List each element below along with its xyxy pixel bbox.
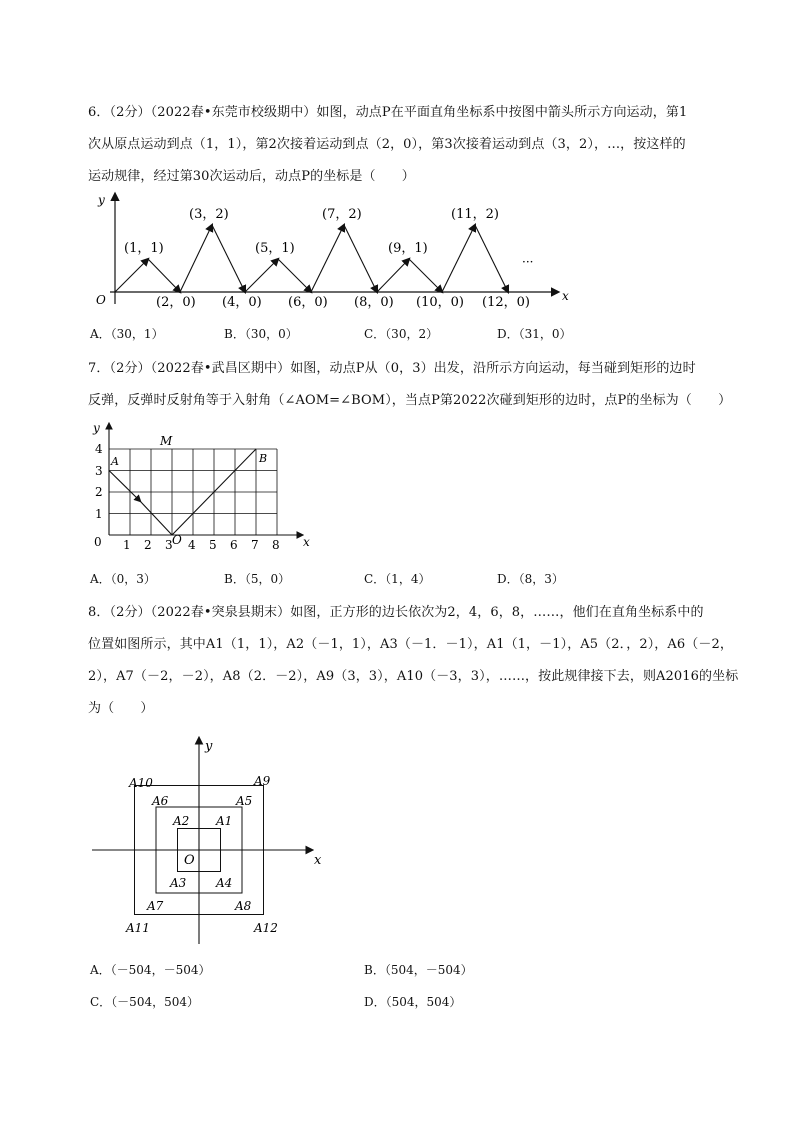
q6-label-11-2: (11，2) <box>451 207 499 222</box>
q7-option-d[interactable]: D．（8，3） <box>497 572 564 586</box>
q6-label-6-0: (6，0) <box>288 295 328 310</box>
q6-label-4-0: (4，0) <box>222 295 262 310</box>
q8-text-line-4: 为（ ） <box>88 701 154 716</box>
q6-option-d[interactable]: D．（31，0） <box>497 327 572 341</box>
q8-origin-label: O <box>184 853 195 868</box>
q8-label-a2: A2 <box>173 814 190 828</box>
q7-xtick-2: 2 <box>144 538 152 552</box>
q8-option-a[interactable]: A．（－504，－504） <box>90 963 211 977</box>
q7-ytick-2: 2 <box>95 485 103 499</box>
q8-label-a8: A8 <box>235 899 252 913</box>
q7-xtick-3: 3 <box>165 538 173 552</box>
q6-x-label: x <box>562 289 569 303</box>
q7-x-label: x <box>303 535 310 549</box>
q7-xtick-6: 6 <box>230 538 238 552</box>
q8-text-line-2: 位置如图所示，其中A1（1，1），A2（－1，1），A3（－1．－1），A1（1，－1），A5（2．，2），A6（－2， <box>88 637 733 652</box>
q8-y-label: y <box>205 739 213 754</box>
q6-option-b[interactable]: B．（30，0） <box>224 327 298 341</box>
q6-label-5-1: (5，1) <box>255 241 295 256</box>
q6-origin-label: O <box>96 293 106 307</box>
q8-option-b[interactable]: B．（504，－504） <box>364 963 473 977</box>
q7-text-line-2: 反弹，反弹时反射角等于入射角（∠AOM=∠BOM），当点P第2022次碰到矩形的边时，点P的坐标为（ ） <box>88 393 732 408</box>
q7-xtick-4: 4 <box>188 538 196 552</box>
q6-label-12-0: (12，0) <box>482 295 530 310</box>
q6-ellipsis: ··· <box>522 255 534 269</box>
q6-label-9-1: (9，1) <box>388 241 428 256</box>
q8-option-c[interactable]: C．（－504，504） <box>90 995 199 1009</box>
q8-option-d[interactable]: D．（504，504） <box>364 995 462 1009</box>
q6-zigzag-figure <box>88 190 578 312</box>
q6-text-line-3: 运动规律，经过第30次运动后，动点P的坐标是（ ） <box>88 169 415 184</box>
q7-xtick-8: 8 <box>272 538 280 552</box>
q6-label-3-2: (3，2) <box>189 207 229 222</box>
q7-ytick-1: 1 <box>95 507 103 521</box>
q7-option-a[interactable]: A．（0，3） <box>90 572 156 586</box>
q7-xtick-7: 7 <box>251 538 259 552</box>
q6-y-label: y <box>98 193 105 207</box>
q7-xtick-1: 1 <box>123 538 131 552</box>
q6-option-c[interactable]: C．（30，2） <box>364 327 439 341</box>
q7-option-b[interactable]: B．（5，0） <box>224 572 291 586</box>
q7-label-b: B <box>259 452 268 465</box>
q6-label-2-0: (2，0) <box>156 295 196 310</box>
q8-label-a5: A5 <box>236 794 253 808</box>
q6-option-a[interactable]: A．（30，1） <box>90 327 164 341</box>
q6-label-1-1: (1，1) <box>124 241 164 256</box>
q7-origin-label: O <box>172 533 182 547</box>
q8-label-a10: A10 <box>129 776 153 790</box>
q8-x-label: x <box>314 853 322 868</box>
q8-label-a11: A11 <box>126 921 150 935</box>
q8-text-line-3: 2），A7（－2，－2），A8（2．－2），A9（3，3），A10（－3，3），……，按此规律接下去，则A2016的坐标 <box>88 669 739 684</box>
q6-text-line-2: 次从原点运动到点（1，1），第2次接着运动到点（2，0），第3次接着运动到点（3，2），…，按这样的 <box>88 137 686 152</box>
q7-ytick-3: 3 <box>95 464 103 478</box>
q7-label-a: A <box>111 455 119 468</box>
q7-xtick-5: 5 <box>209 538 217 552</box>
q8-label-a7: A7 <box>147 899 164 913</box>
q6-label-7-2: (7，2) <box>322 207 362 222</box>
q6-label-10-0: (10，0) <box>416 295 464 310</box>
q8-label-a9: A9 <box>254 774 271 788</box>
q8-label-a1: A1 <box>216 814 233 828</box>
q7-grid-figure <box>88 418 328 558</box>
q8-label-a4: A4 <box>216 876 233 890</box>
q7-text-line-1: 7．（2分）（2022春•武昌区期中）如图，动点P从（0，3）出发，沿所示方向运动，每当碰到矩形的边时 <box>88 361 696 376</box>
q7-y-label: y <box>93 421 100 435</box>
q8-label-a6: A6 <box>152 794 169 808</box>
q8-text-line-1: 8．（2分）（2022春•突泉县期末）如图，正方形的边长依次为2，4，6，8，……，他们在直角坐标系中的 <box>88 605 704 620</box>
q7-label-m: M <box>160 434 173 448</box>
q8-label-a12: A12 <box>254 921 278 935</box>
q6-label-8-0: (8，0) <box>354 295 394 310</box>
q8-squares-figure <box>88 730 328 945</box>
q7-option-c[interactable]: C．（1，4） <box>364 572 431 586</box>
q8-label-a3: A3 <box>170 876 187 890</box>
q7-ytick-4: 4 <box>95 442 103 456</box>
q7-zero-label: 0 <box>94 535 102 549</box>
q6-text-line-1: 6．（2分）（2022春•东莞市校级期中）如图，动点P在平面直角坐标系中按图中箭头所示方向运动，第1 <box>88 105 688 120</box>
